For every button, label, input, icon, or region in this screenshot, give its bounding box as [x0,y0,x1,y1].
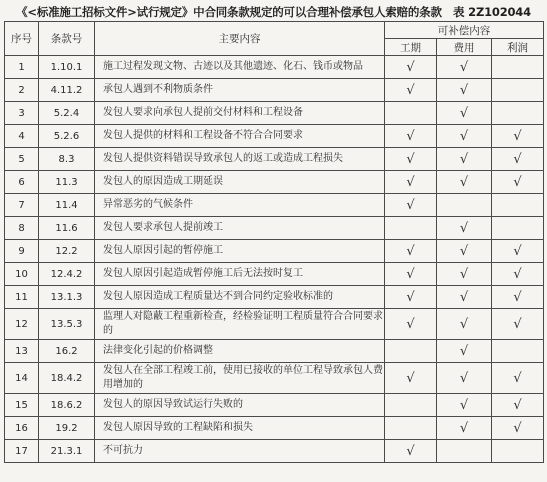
cell-clause: 21.3.1 [39,440,95,463]
cell-profit-check: √ [492,148,544,171]
table-row [5,217,544,240]
cell-profit-check: √ [492,417,544,440]
cell-content: 发包人提供的材料和工程设备不符合合同要求 [95,125,385,148]
cell-content: 发包人要求向承包人提前交付材料和工程设备 [95,102,385,125]
cell-index: 17 [5,440,39,463]
cell-clause: 1.10.1 [39,56,95,79]
cell-profit-check: √ [492,263,544,286]
cell-profit-check [492,102,544,125]
cell-clause: 11.3 [39,171,95,194]
cell-clause: 8.3 [39,148,95,171]
cell-cost-check: √ [437,240,492,263]
cell-content: 发包人原因引起造成暂停施工后无法按时复工 [95,263,385,286]
cell-index: 14 [5,363,39,394]
cell-profit-check: √ [492,286,544,309]
cell-index: 10 [5,263,39,286]
cell-time-check: √ [385,363,437,394]
cell-content: 发包人原因引起的暂停施工 [95,240,385,263]
cell-index: 1 [5,56,39,79]
cell-profit-check: √ [492,240,544,263]
cell-cost-check: √ [437,394,492,417]
table-header [5,22,544,56]
cell-profit-check [492,340,544,363]
cell-time-check [385,102,437,125]
cell-clause: 4.11.2 [39,79,95,102]
cell-content: 发包人在全部工程竣工前，使用已接收的单位工程导致承包人费用增加的 [95,363,385,394]
cell-index: 5 [5,148,39,171]
cell-profit-check [492,56,544,79]
table-row [5,286,544,309]
cell-index: 13 [5,340,39,363]
cell-index: 7 [5,194,39,217]
header-clause: 条款号 [39,22,95,56]
table-row [5,125,544,148]
cell-cost-check: √ [437,417,492,440]
cell-cost-check: √ [437,148,492,171]
cell-index: 6 [5,171,39,194]
cell-time-check [385,340,437,363]
cell-clause: 18.4.2 [39,363,95,394]
table-row [5,56,544,79]
table-row [5,363,544,394]
table-row [5,417,544,440]
cell-cost-check: √ [437,286,492,309]
table-row [5,394,544,417]
cell-content: 法律变化引起的价格调整 [95,340,385,363]
table-row [5,194,544,217]
cell-index: 2 [5,79,39,102]
table-row [5,171,544,194]
cell-profit-check [492,79,544,102]
cell-time-check: √ [385,125,437,148]
cell-clause: 5.2.4 [39,102,95,125]
cell-cost-check: √ [437,125,492,148]
cell-content: 发包人原因造成工程质量达不到合同约定验收标准的 [95,286,385,309]
cell-time-check: √ [385,194,437,217]
cell-clause: 13.5.3 [39,309,95,340]
cell-profit-check: √ [492,363,544,394]
cell-index: 8 [5,217,39,240]
cell-time-check: √ [385,309,437,340]
cell-time-check: √ [385,286,437,309]
cell-clause: 12.2 [39,240,95,263]
cell-profit-check: √ [492,394,544,417]
cell-cost-check: √ [437,102,492,125]
header-cost: 费用 [437,39,492,56]
cell-cost-check: √ [437,263,492,286]
cell-cost-check: √ [437,56,492,79]
cell-profit-check: √ [492,171,544,194]
cell-cost-check: √ [437,363,492,394]
cell-content: 发包人原因导致的工程缺陷和损失 [95,417,385,440]
cell-cost-check [437,194,492,217]
cell-time-check [385,217,437,240]
table-row [5,148,544,171]
cell-content: 监理人对隐蔽工程重新检查，经检验证明工程质量符合合同要求的 [95,309,385,340]
cell-content: 发包人提供资料错误导致承包人的返工或造成工程损失 [95,148,385,171]
cell-time-check [385,417,437,440]
cell-index: 9 [5,240,39,263]
cell-index: 3 [5,102,39,125]
cell-time-check: √ [385,171,437,194]
cell-profit-check: √ [492,309,544,340]
table-row [5,340,544,363]
cell-index: 15 [5,394,39,417]
cell-time-check: √ [385,148,437,171]
cell-time-check [385,394,437,417]
cell-time-check: √ [385,79,437,102]
cell-content: 发包人的原因造成工期延误 [95,171,385,194]
cell-time-check: √ [385,240,437,263]
cell-profit-check [492,440,544,463]
table-row [5,309,544,340]
cell-index: 16 [5,417,39,440]
cell-cost-check: √ [437,79,492,102]
table-body [5,56,544,463]
cell-index: 12 [5,309,39,340]
table-row [5,102,544,125]
cell-cost-check: √ [437,217,492,240]
cell-content: 异常恶劣的气候条件 [95,194,385,217]
cell-profit-check: √ [492,125,544,148]
cell-cost-check: √ [437,171,492,194]
header-index: 序号 [5,22,39,56]
table-row [5,263,544,286]
cell-profit-check [492,217,544,240]
cell-time-check: √ [385,440,437,463]
cell-clause: 16.2 [39,340,95,363]
cell-cost-check: √ [437,309,492,340]
cell-clause: 11.6 [39,217,95,240]
cell-clause: 11.4 [39,194,95,217]
cell-clause: 18.6.2 [39,394,95,417]
cell-content: 发包人的原因导致试运行失败的 [95,394,385,417]
cell-clause: 19.2 [39,417,95,440]
header-time: 工期 [385,39,437,56]
cell-clause: 12.4.2 [39,263,95,286]
cell-index: 11 [5,286,39,309]
cell-content: 承包人遇到不利物质条件 [95,79,385,102]
cell-time-check: √ [385,56,437,79]
cell-cost-check: √ [437,340,492,363]
cell-content: 发包人要求承包人提前竣工 [95,217,385,240]
cell-clause: 13.1.3 [39,286,95,309]
cell-index: 4 [5,125,39,148]
cell-cost-check [437,440,492,463]
table-title: 《<标准施工招标文件>试行规定》中合同条款规定的可以合理补偿承包人索赔的条款 表 2Z102044 [16,5,531,19]
header-profit: 利润 [492,39,544,56]
table-row [5,240,544,263]
table-row [5,79,544,102]
cell-content: 不可抗力 [95,440,385,463]
cell-profit-check [492,194,544,217]
header-content: 主要内容 [95,22,385,56]
header-compensable: 可补偿内容 [385,22,544,39]
clause-table [4,21,544,463]
cell-time-check: √ [385,263,437,286]
table-row [5,440,544,463]
cell-clause: 5.2.6 [39,125,95,148]
cell-content: 施工过程发现文物、古迹以及其他遗迹、化石、钱币或物品 [95,56,385,79]
